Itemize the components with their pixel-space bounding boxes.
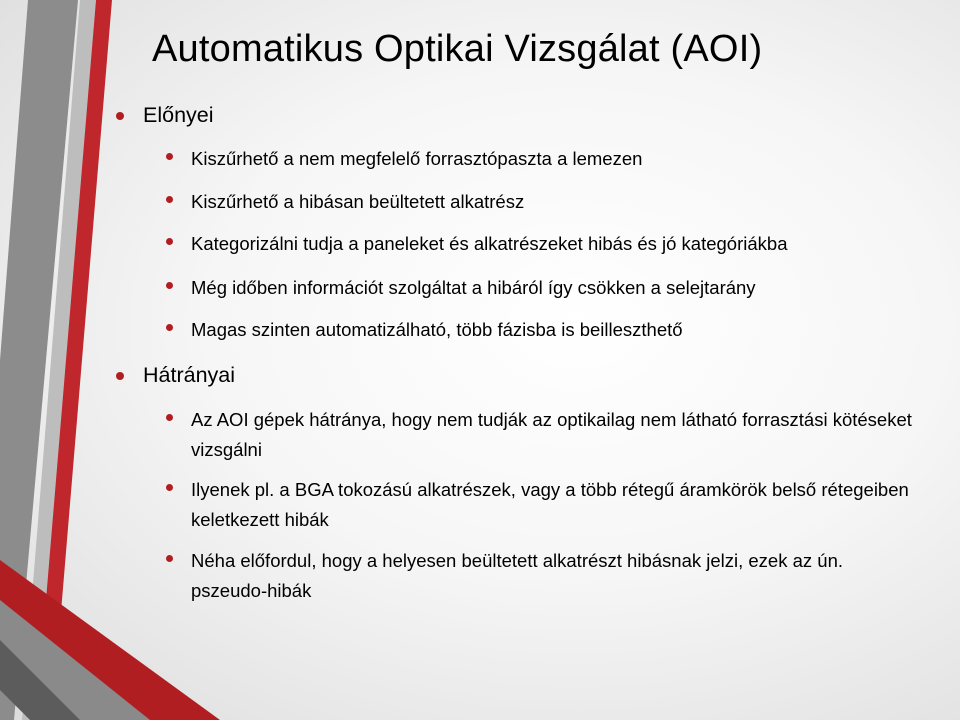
bullet-icon [166,282,173,289]
list-item [191,229,921,259]
list-item [191,475,921,535]
list-item-text: Ilyenek pl. a BGA tokozású alkatrészek, vagy a több rétegű áramkörök belső rétegeiben keletkezett hibák [191,479,909,530]
list-item-text: Még időben információt szolgáltat a hibáról így csökken a selejtarány [191,277,756,298]
bullet-icon [166,196,173,203]
bullet-icon [166,153,173,160]
section-heading-text: Előnyei [143,103,214,127]
bullet-icon [166,484,173,491]
section-heading-advantages [143,101,214,129]
bullet-icon [116,112,124,120]
list-item-text: Kiszűrhető a hibásan beültetett alkatrész [191,191,525,212]
list-item [191,315,921,345]
bullet-icon [166,238,173,245]
slide-title: Automatikus Optikai Vizsgálat (AOI) [152,28,763,70]
section-heading-text: Hátrányai [143,363,236,387]
bullet-icon [116,372,124,380]
list-item [191,405,921,465]
bullet-icon [166,324,173,331]
list-item [191,546,921,606]
list-item-text: Az AOI gépek hátránya, hogy nem tudják az optikailag nem látható forrasztási kötéseket vizsgálni [191,409,912,460]
list-item [191,187,921,217]
list-item-text: Magas szinten automatizálható, több fázisba is beilleszthető [191,319,683,340]
section-heading-disadvantages [143,361,235,389]
list-item [191,273,921,303]
list-item-text: Néha előfordul, hogy a helyesen beültetett alkatrészt hibásnak jelzi, ezek az ún. pszeudo-hibák [191,550,844,601]
list-item-text: Kiszűrhető a nem megfelelő forrasztópaszta a lemezen [191,148,643,169]
list-item-text: Kategorizálni tudja a paneleket és alkatrészeket hibás és jó kategóriákba [191,233,788,254]
bullet-icon [166,414,173,421]
bullet-icon [166,555,173,562]
list-item [191,144,921,174]
